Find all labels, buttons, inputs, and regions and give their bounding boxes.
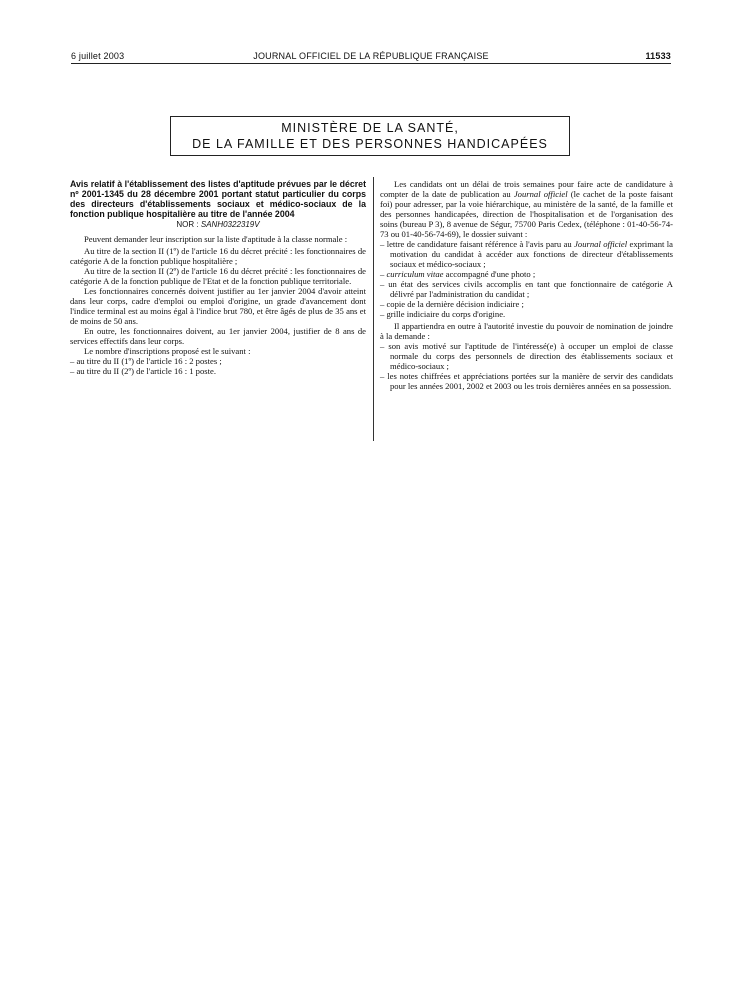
paragraph: Il appartiendra en outre à l'autorité investie du pouvoir de nomination de joindre à la demande : [380, 321, 673, 341]
column-divider [373, 177, 374, 441]
left-column [70, 179, 366, 376]
list-item: – grille indiciaire du corps d'origine. [380, 309, 673, 319]
list-item: – au titre du II (2º) de l'article 16 : 1 poste. [70, 366, 366, 376]
list-item: – les notes chiffrées et appréciations portées sur la manière de servir des candidats pour les années 2001, 2002 et 2003 ou les trois dernières années en sa possession. [380, 371, 673, 391]
list-item: – curriculum vitae accompagné d'une photo ; [380, 269, 673, 279]
list-item: – copie de la dernière décision indiciaire ; [380, 299, 673, 309]
nor-reference [70, 220, 366, 230]
paragraph: Les candidats ont un délai de trois semaines pour faire acte de candidature à compter de la date de publication au Journal officiel (le cachet de la poste faisant foi) pour adresser, par la voie hiérarchique, au ministère de la santé, de la famille et des personnes handicapées, direction de l'hospitalisation et de l'organisation des soins (bureau P 3), 8 avenue de Ségur, 75700 Paris Cedex, (téléphone : 01-40-56-74-73 ou 01-40-56-74-69), le dossier suivant : [380, 179, 673, 239]
paragraph: Peuvent demander leur inscription sur la liste d'aptitude à la classe normale : [84, 234, 348, 244]
paragraph: Les fonctionnaires concernés doivent justifier au 1er janvier 2004 d'avoir atteint dans leur corps, cadre d'emploi ou emploi d'origine, un grade d'avancement dont l'indice terminal est au moins égal à l'indice brut 780, et être âgés de plus de 35 ans et de moins de 50 ans. [70, 286, 366, 326]
paragraph: Au titre de la section II (1º) de l'article 16 du décret précité : les fonctionnaires de catégorie A de la fonction publique hospitalière ; [70, 246, 366, 266]
posts-list [70, 356, 366, 376]
ministry-line-2: DE LA FAMILLE ET DES PERSONNES HANDICAPÉES [192, 137, 548, 151]
paragraph: Au titre de la section II (2º) de l'article 16 du décret précité : les fonctionnaires de catégorie A de la fonction publique de l'Etat et de la fonction publique territoriale. [70, 266, 366, 286]
page-header [71, 49, 671, 65]
header-journal-title: JOURNAL OFFICIEL DE LA RÉPUBLIQUE FRANÇAISE [253, 51, 489, 61]
header-rule [71, 63, 671, 64]
header-page-number: 11533 [645, 51, 671, 61]
nor-code: SANH0322319V [200, 220, 260, 229]
right-column [380, 179, 673, 391]
ministry-box [170, 116, 570, 156]
nor-label: NOR : [176, 220, 199, 229]
list-item: – lettre de candidature faisant référence à l'avis paru au Journal officiel exprimant la motivation du candidat à accéder aux fonctions de directeur d'établissements sociaux et médico-sociaux ; [380, 239, 673, 269]
header-date: 6 juillet 2003 [71, 51, 125, 61]
paragraph: Le nombre d'inscriptions proposé est le suivant : [84, 346, 251, 356]
list-item: – au titre du II (1º) de l'article 16 : 2 postes ; [70, 356, 366, 366]
journal-officiel-ref: Journal officiel [513, 189, 568, 199]
ministry-line-1: MINISTÈRE DE LA SANTÉ, [281, 121, 459, 135]
list-item: – son avis motivé sur l'aptitude de l'intéressé(e) à occuper un emploi de classe normale du corps des personnels de direction des établissements sociaux et médico-sociaux ; [380, 341, 673, 371]
paragraph: En outre, les fonctionnaires doivent, au 1er janvier 2004, justifier de 8 ans de services effectifs dans leur corps. [70, 326, 366, 346]
list-item: – un état des services civils accomplis en tant que fonctionnaire de catégorie A délivré par l'administration du candidat ; [380, 279, 673, 299]
authority-list [380, 341, 673, 391]
dossier-list [380, 239, 673, 319]
article-title: Avis relatif à l'établissement des listes d'aptitude prévues par le décret nº 2001-1345 du 28 décembre 2001 portant statut particulier du corps des directeurs d'établissements sociaux et médico-sociaux de la fonction publique hospitalière au titre de l'année 2004 [70, 179, 366, 219]
